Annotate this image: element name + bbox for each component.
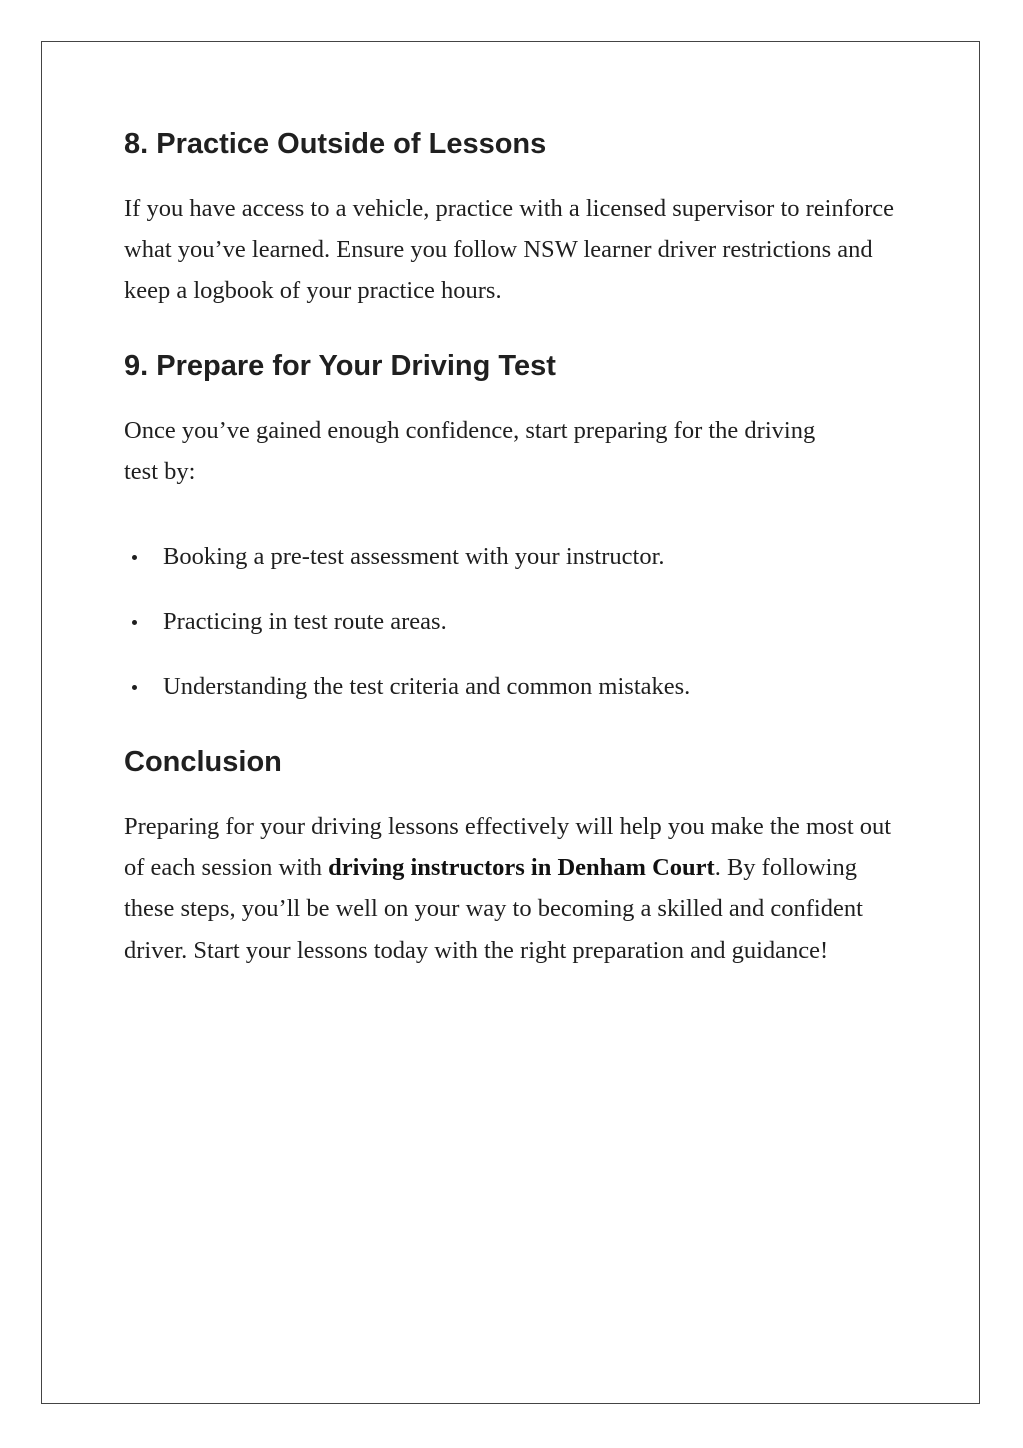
conclusion-bold-phrase: driving instructors in Denham Court xyxy=(328,854,715,882)
bullet-list xyxy=(124,542,904,737)
list-item xyxy=(124,607,904,672)
heading-practice-outside-lessons: 8. Practice Outside of Lessons xyxy=(124,128,547,160)
conclusion-text-start: Preparing for your driving lessons effectively will help you make the most out of each session with xyxy=(124,813,892,882)
paragraph-practice-outside-lessons: If you have access to a vehicle, practice with a licensed supervisor to reinforce what you’ve learned. Ensure you follow NSW learner driver restrictions and keep a logbook of your practice hours. xyxy=(124,195,895,305)
bullet-icon xyxy=(132,685,137,690)
paragraph-conclusion xyxy=(124,806,896,971)
bullet-icon xyxy=(132,555,137,560)
list-item-text: Booking a pre-test assessment with your instructor. xyxy=(163,543,665,570)
list-item-text: Practicing in test route areas. xyxy=(163,608,447,635)
list-item-text: Understanding the test criteria and common mistakes. xyxy=(163,673,691,700)
paragraph-prepare-driving-test: Once you’ve gained enough confidence, start preparing for the driving test by: xyxy=(124,417,816,486)
list-item xyxy=(124,672,904,737)
list-item xyxy=(124,542,904,607)
bullet-icon xyxy=(132,620,137,625)
conclusion-text-end: . By following these steps, you’ll be well on your way to becoming a skilled and confident driver. Start your lessons today with the right preparation and guidance! xyxy=(124,854,863,964)
heading-prepare-driving-test: 9. Prepare for Your Driving Test xyxy=(124,350,556,382)
heading-conclusion: Conclusion xyxy=(124,746,282,778)
